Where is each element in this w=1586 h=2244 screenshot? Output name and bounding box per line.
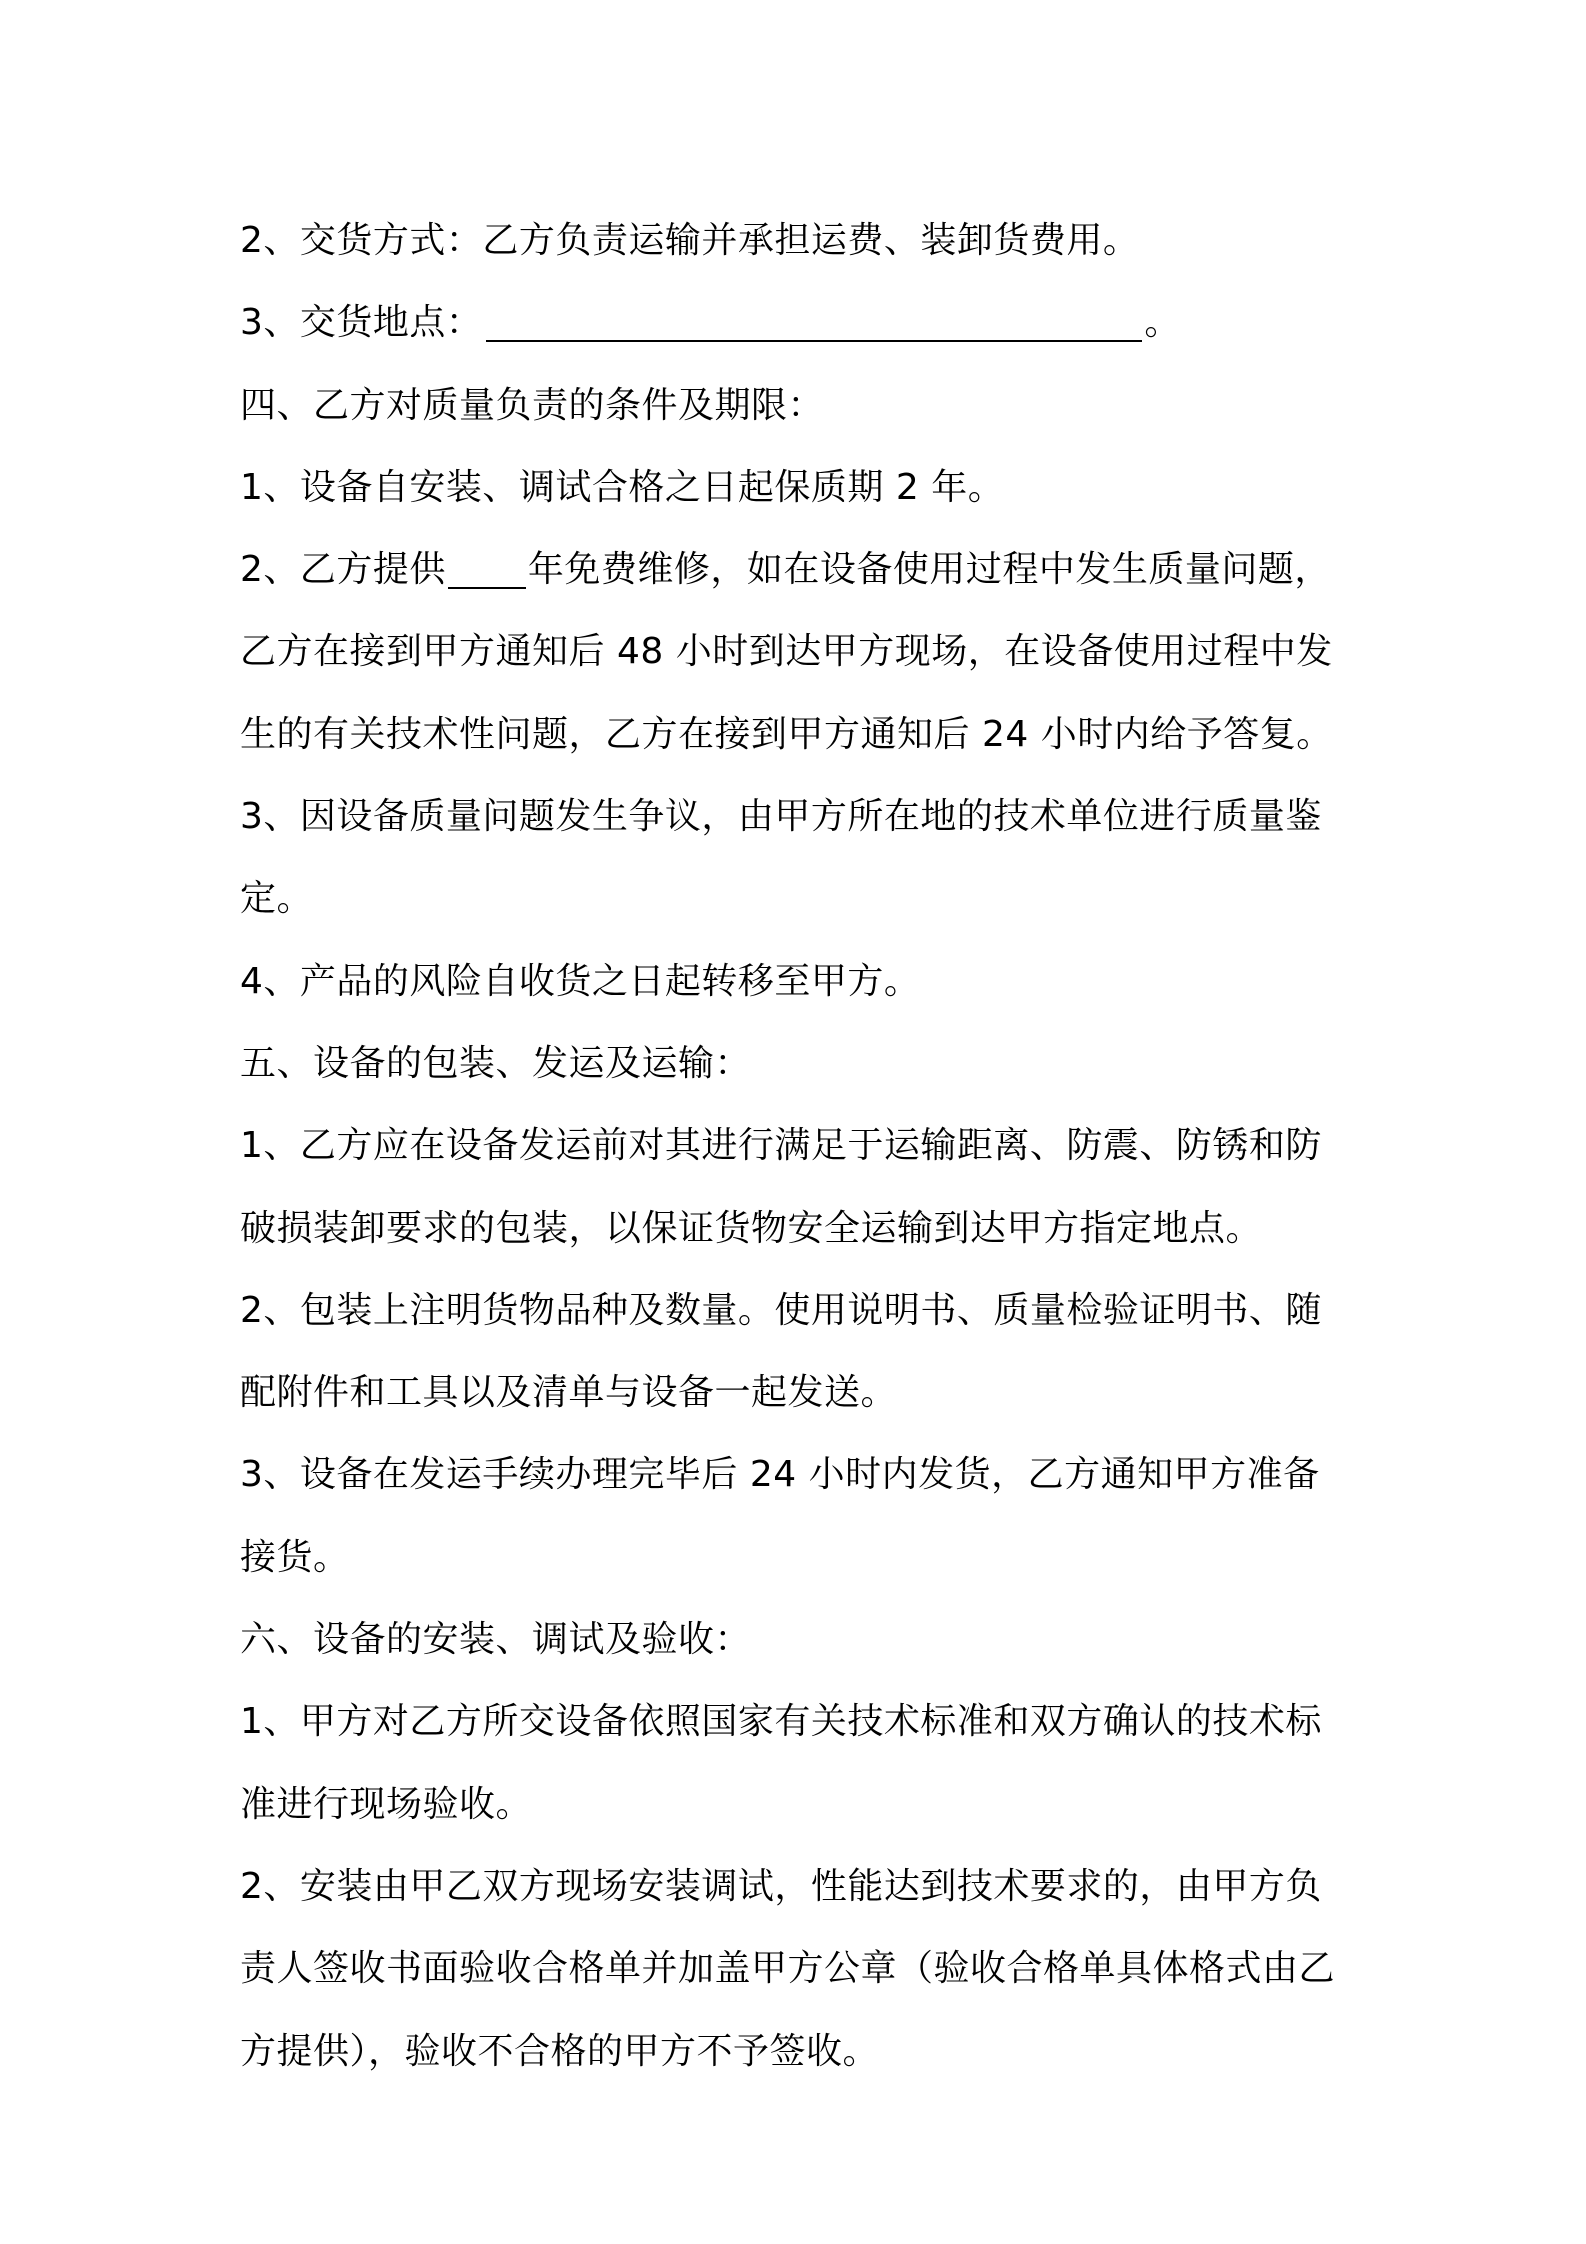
document-page <box>240 200 1356 2093</box>
paragraph-line: 2、交货方式：乙方负责运输并承担运费、装卸货费用。 <box>240 220 1140 261</box>
section-heading: 五、设备的包装、发运及运输： <box>240 1042 752 1084</box>
paragraph-line: 4、产品的风险自收货之日起转移至甲方。 <box>240 960 921 1002</box>
free-repair-years-blank <box>448 549 526 589</box>
paragraph-line: 定。 <box>240 878 314 920</box>
paragraph-line: 生的有关技术性问题，乙方在接到甲方通知后 24 小时内给予答复。 <box>240 713 1333 755</box>
section-heading: 四、乙方对质量负责的条件及期限： <box>240 384 825 426</box>
line-text: 年免费维修，如在设备使用过程中发生质量问题， <box>527 549 1331 591</box>
paragraph-line: 2、包装上注明货物品种及数量。使用说明书、质量检验证明书、随 <box>240 1289 1322 1331</box>
paragraph-line: 乙方在接到甲方通知后 48 小时到达甲方现场，在设备使用过程中发 <box>240 631 1333 673</box>
line-text: 3、交货地点： <box>240 302 483 344</box>
paragraph-line: 3、因设备质量问题发生争议，由甲方所在地的技术单位进行质量鉴 <box>240 796 1322 838</box>
paragraph-line <box>240 529 1356 611</box>
paragraph-line: 1、甲方对乙方所交设备依照国家有关技术标准和双方确认的技术标 <box>240 1701 1322 1743</box>
section-heading: 六、设备的安装、调试及验收： <box>240 1619 752 1661</box>
paragraph-line <box>240 282 1356 364</box>
paragraph-line: 准进行现场验收。 <box>240 1783 533 1825</box>
paragraph-line: 1、设备自安装、调试合格之日起保质期 2 年。 <box>240 466 1005 508</box>
delivery-location-blank <box>486 302 1142 342</box>
paragraph-line: 配附件和工具以及清单与设备一起发送。 <box>240 1372 898 1414</box>
paragraph-line: 3、设备在发运手续办理完毕后 24 小时内发货，乙方通知甲方准备 <box>240 1454 1320 1496</box>
line-text: 。 <box>1144 302 1181 344</box>
paragraph-line: 接货。 <box>240 1536 350 1578</box>
paragraph-line: 破损装卸要求的包装，以保证货物安全运输到达甲方指定地点。 <box>240 1207 1263 1249</box>
paragraph-line: 方提供），验收不合格的甲方不予签收。 <box>240 2030 880 2072</box>
line-text: 2、乙方提供 <box>240 549 446 591</box>
paragraph-line: 1、乙方应在设备发运前对其进行满足于运输距离、防震、防锈和防 <box>240 1125 1322 1167</box>
paragraph-line: 2、安装由甲乙双方现场安装调试，性能达到技术要求的，由甲方负 <box>240 1865 1322 1907</box>
paragraph-line: 责人签收书面验收合格单并加盖甲方公章（验收合格单具体格式由乙 <box>240 1948 1336 1990</box>
